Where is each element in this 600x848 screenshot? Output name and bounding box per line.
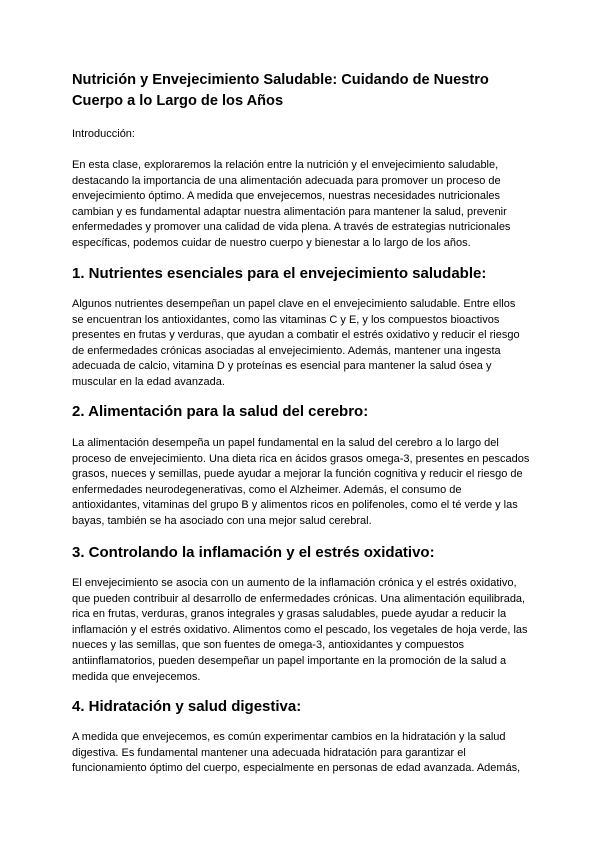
section-4-body: A medida que envejecemos, es común experimentar cambios en la hidratación y la salud digestiva. Es fundamental mantener una adecuada hidratación para garantizar el funcionamiento óptimo del cuerpo, especialmente en personas de edad avanzada. Además, bbox=[72, 731, 521, 775]
section-3-heading: 3. Controlando la inflamación y el estrés oxidativo: bbox=[72, 544, 435, 561]
section-1-heading: 1. Nutrientes esenciales para el envejecimiento saludable: bbox=[72, 265, 487, 282]
section-4-heading: 4. Hidratación y salud digestiva: bbox=[72, 698, 302, 715]
document-title: Nutrición y Envejecimiento Saludable: Cuidando de Nuestro Cuerpo a lo Largo de los Años bbox=[72, 72, 489, 109]
intro-label: Introducción: bbox=[72, 128, 135, 140]
section-3-body: El envejecimiento se asocia con un aumento de la inflamación crónica y el estrés oxidativo, que pueden contribuir al desarrollo de enfermedades crónicas. Una alimentación equilibrada, rica en frutas, verduras, granos integrales y grasas saludables, puede ayudar a reducir la inflamación y el estrés oxidativo. Alimentos como el pescado, los vegetales de hoja verde, las nueces y las semillas, que son fuentes de omega-3, antioxidantes y compuestos antiinflamatorios, pueden desempeñar un papel importante en la promoción de la salud a medida que envejecemos. bbox=[72, 577, 528, 683]
section-2-heading: 2. Alimentación para la salud del cerebro: bbox=[72, 403, 369, 420]
intro-paragraph: En esta clase, exploraremos la relación entre la nutrición y el envejecimiento saludable, destacando la importancia de una alimentación adecuada para promover un proceso de envejecimiento óptimo. A medida que envejecemos, nuestras necesidades nutricionales cambian y es fundamental adaptar nuestra alimentación para mantener la salud, prevenir enfermedades y promover una calidad de vida plena. A través de estrategias nutricionales específicas, podemos cuidar de nuestro cuerpo y bienestar a lo largo de los años. bbox=[72, 159, 511, 249]
section-2-body: La alimentación desempeña un papel fundamental en la salud del cerebro a lo largo del proceso de envejecimiento. Una dieta rica en ácidos grasos omega-3, presentes en pescados grasos, nueces y semillas, puede ayudar a mejorar la función cognitiva y reducir el riesgo de enfermedades neurodegenerativas, como el Alzheimer. Además, el consumo de antioxidantes, vitaminas del grupo B y alimentos ricos en polifenoles, como el té verde y las bayas, también se ha asociado con una mejor salud cerebral. bbox=[72, 437, 530, 527]
section-1-body: Algunos nutrientes desempeñan un papel clave en el envejecimiento saludable. Entre ellos se encuentran los antioxidantes, como las vitaminas C y E, y los compuestos bioactivos presentes en frutas y verduras, que ayudan a combatir el estrés oxidativo y reducir el riesgo de enfermedades crónicas asociadas al envejecimiento. Además, mantener una ingesta adecuada de calcio, vitamina D y proteínas es esencial para mantener la salud ósea y muscular en la edad avanzada. bbox=[72, 298, 520, 388]
